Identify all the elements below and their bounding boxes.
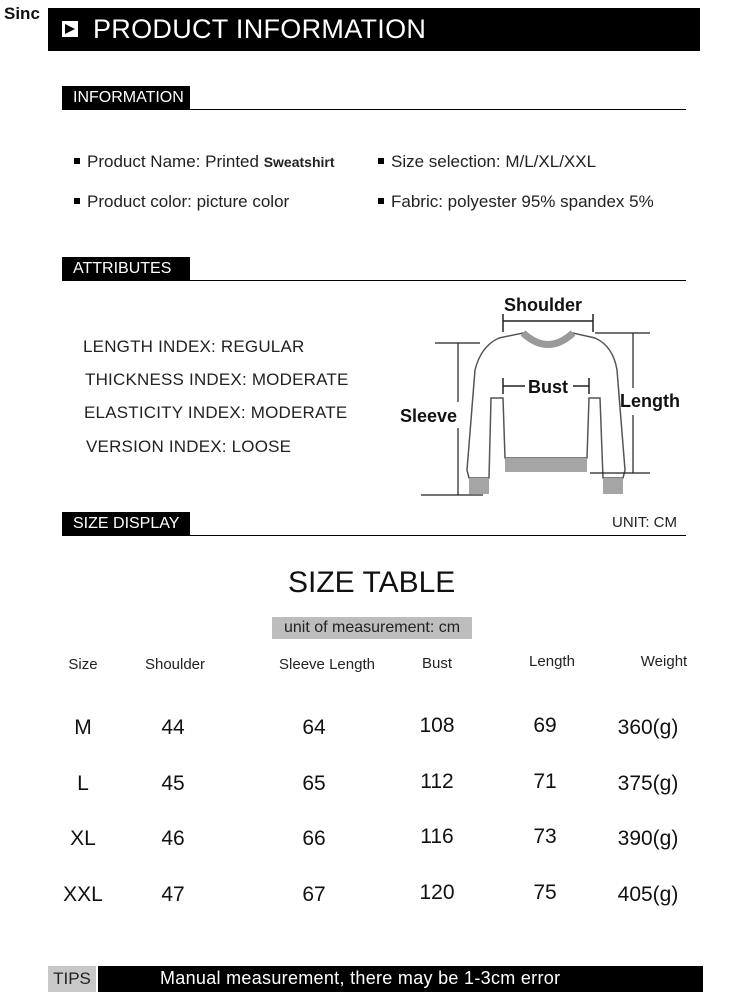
table-cell: 375(g): [617, 772, 679, 795]
table-cell: 75: [533, 881, 557, 904]
table-header-shoulder: Shoulder: [144, 656, 206, 673]
table-cell: M: [74, 716, 92, 739]
table-cell: 66: [302, 827, 326, 850]
table-cell: 116: [420, 825, 454, 848]
section-divider: [62, 109, 686, 110]
table-header-weight: Weight: [640, 653, 688, 670]
info-fabric: [378, 192, 654, 212]
table-header-length: Length: [529, 653, 575, 670]
unit-label: UNIT: CM: [612, 514, 677, 531]
table-cell: 360(g): [617, 716, 679, 739]
section-tab-attributes: ATTRIBUTES: [62, 257, 190, 281]
diagram-label-sleeve: Sleeve: [400, 406, 458, 426]
table-cell: 69: [533, 714, 557, 737]
info-color-text: Product color: picture color: [87, 192, 290, 211]
table-cell: 112: [420, 770, 454, 793]
table-cell: 71: [533, 770, 557, 793]
watermark-text: Sinc: [4, 4, 40, 23]
diagram-label-shoulder: Shoulder: [504, 295, 583, 315]
table-header-bust: Bust: [421, 655, 453, 672]
page-header: [48, 8, 700, 51]
section-tab-size-display: SIZE DISPLAY: [62, 512, 190, 536]
attr-length-index: LENGTH INDEX: REGULAR: [83, 337, 305, 356]
info-size-text: Size selection: M/L/XL/XXL: [391, 152, 597, 171]
bullet-icon: [74, 198, 80, 204]
table-cell: 45: [161, 772, 185, 795]
table-cell: 47: [161, 883, 185, 906]
table-cell: 46: [161, 827, 185, 850]
table-header-sleeve-length: Sleeve Length: [279, 656, 375, 673]
table-cell: 405(g): [617, 883, 679, 906]
info-name-label: Product Name: Printed: [87, 152, 264, 171]
attr-version-index: VERSION INDEX: LOOSE: [86, 437, 292, 456]
table-cell: 73: [533, 825, 557, 848]
info-name-value: Sweatshirt: [263, 154, 335, 170]
bullet-icon: [378, 158, 384, 164]
section-divider: [62, 535, 686, 536]
section-divider: [62, 280, 686, 281]
table-cell: 108: [419, 714, 455, 737]
diagram-label-length: Length: [620, 391, 680, 411]
table-cell: 67: [302, 883, 326, 906]
table-cell: XL: [70, 827, 96, 850]
table-header-size: Size: [68, 656, 98, 673]
tips-label: TIPS: [48, 966, 96, 992]
info-product-color: [74, 192, 289, 212]
info-size-selection: [378, 152, 596, 172]
table-cell: 44: [161, 716, 185, 739]
bullet-icon: [378, 198, 384, 204]
table-cell: L: [77, 772, 89, 795]
table-cell: 65: [302, 772, 326, 795]
tips-text: Manual measurement, there may be 1-3cm error: [98, 966, 703, 992]
table-cell: XXL: [63, 883, 103, 906]
section-tab-information: INFORMATION: [62, 86, 190, 110]
attr-elasticity-index: ELASTICITY INDEX: MODERATE: [84, 403, 348, 422]
info-fabric-text: Fabric: polyester 95% spandex 5%: [391, 192, 654, 211]
arrow-icon: [62, 21, 78, 37]
diagram-label-bust: Bust: [528, 377, 568, 397]
table-cell: 64: [302, 716, 326, 739]
table-cell: 390(g): [617, 827, 679, 850]
bullet-icon: [74, 158, 80, 164]
attr-thickness-index: THICKNESS INDEX: MODERATE: [85, 370, 349, 389]
info-product-name: [74, 152, 335, 172]
page-title: PRODUCT INFORMATION: [93, 14, 427, 44]
size-table-title: SIZE TABLE: [288, 566, 456, 599]
unit-of-measurement-note: unit of measurement: cm: [272, 617, 472, 639]
table-cell: 120: [419, 881, 455, 904]
